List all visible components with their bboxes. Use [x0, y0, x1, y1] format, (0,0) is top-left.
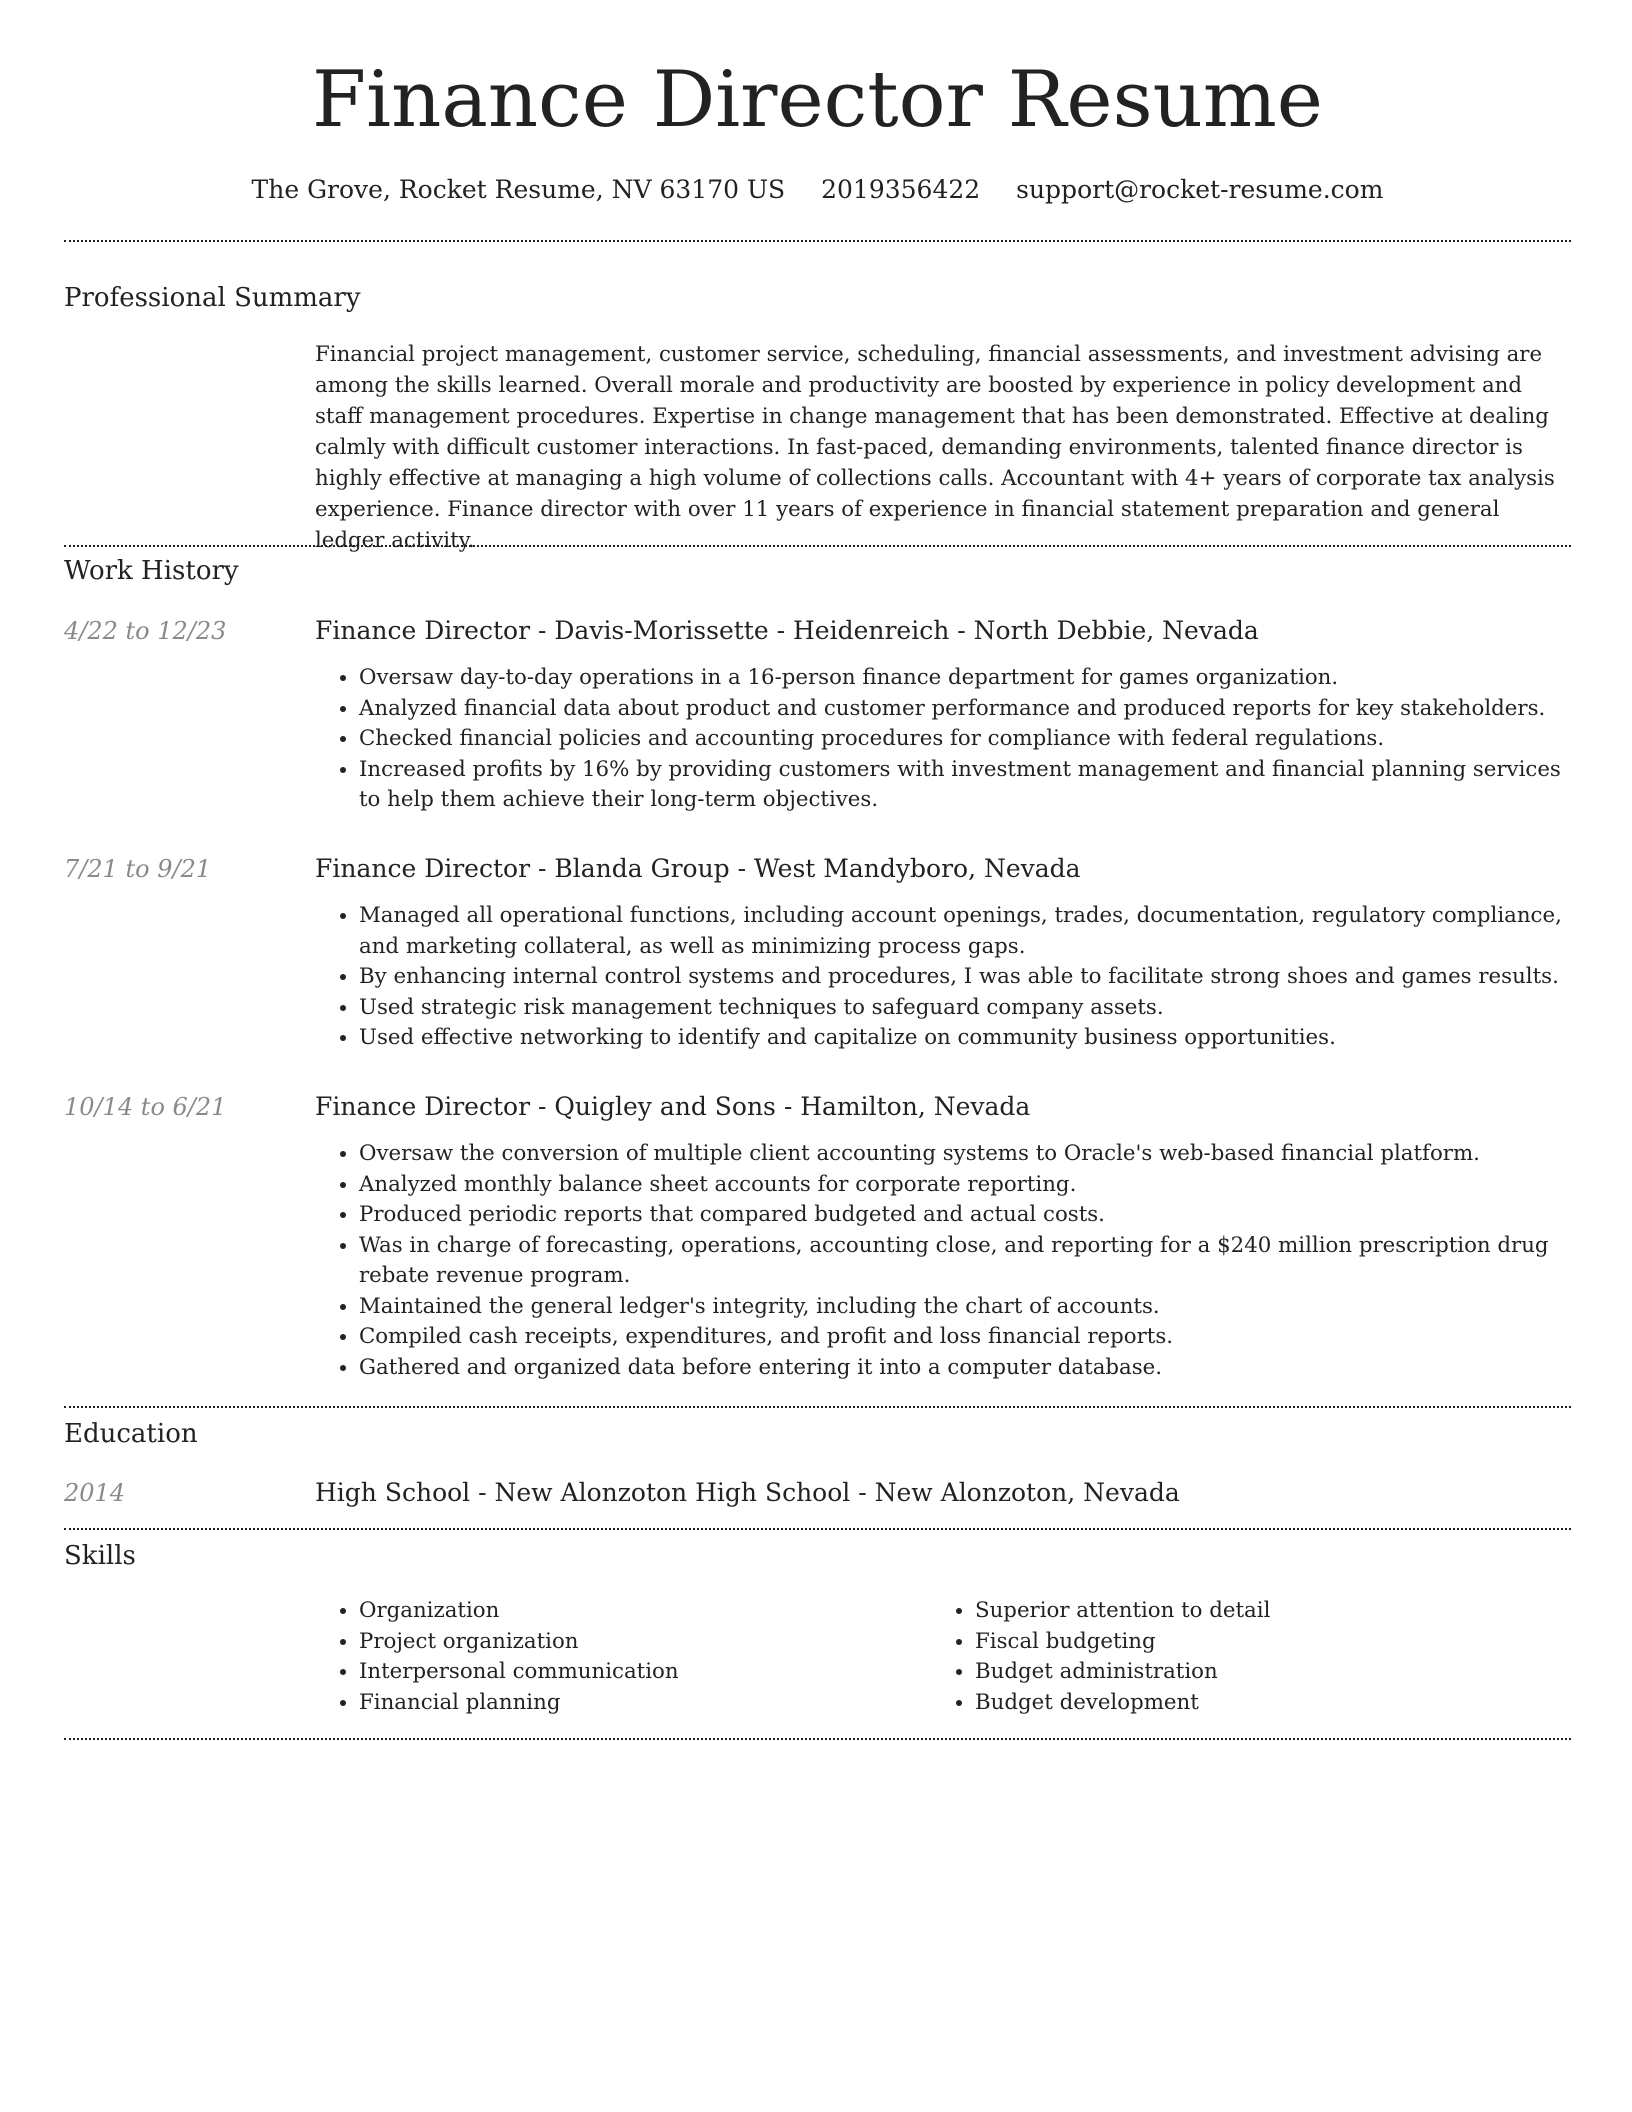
list-item: • Budget development	[975, 1688, 1571, 1719]
job-dates: 10/14 to 6/21	[64, 1093, 227, 1121]
list-item: • Increased profits by 16% by providing customers with investment management and financial planning services to help them achieve their long-term objectives.	[359, 755, 1571, 816]
education-title: High School - New Alonzoton High School - New Alonzoton, Nevada	[315, 1478, 1180, 1507]
list-item: • Produced periodic reports that compared budgeted and actual costs.	[359, 1200, 1571, 1231]
list-item: • Checked financial policies and accounting procedures for compliance with federal regulations.	[359, 724, 1571, 755]
divider	[64, 1406, 1571, 1408]
list-item: • Project organization	[359, 1627, 931, 1658]
list-item: • Superior attention to detail	[975, 1596, 1571, 1627]
skills-list-right	[931, 1596, 1571, 1718]
list-item: • Was in charge of forecasting, operations, accounting close, and reporting for a $240 million prescription drug rebate revenue program.	[359, 1231, 1571, 1292]
list-item: • Used effective networking to identify and capitalize on community business opportunities.	[359, 1023, 1571, 1054]
job-title: Finance Director - Blanda Group - West Mandyboro, Nevada	[315, 854, 1081, 883]
list-item: • Managed all operational functions, including account openings, trades, documentation, regulatory compliance, and marketing collateral, as well as minimizing process gaps.	[359, 901, 1571, 962]
section-heading-education: Education	[64, 1419, 198, 1449]
job-bullets	[315, 663, 1571, 816]
list-item: • Budget administration	[975, 1657, 1571, 1688]
education-date: 2014	[64, 1479, 126, 1507]
contact-line	[64, 170, 1571, 210]
list-item: • Oversaw the conversion of multiple client accounting systems to Oracle's web-based financial platform.	[359, 1139, 1571, 1170]
job-title: Finance Director - Davis-Morissette - Heidenreich - North Debbie, Nevada	[315, 616, 1259, 645]
job-title: Finance Director - Quigley and Sons - Hamilton, Nevada	[315, 1092, 1031, 1121]
list-item: • Analyzed monthly balance sheet accounts for corporate reporting.	[359, 1170, 1571, 1201]
job-dates: 7/21 to 9/21	[64, 855, 212, 883]
page-title: Finance Director Resume	[312, 55, 1323, 145]
job-bullets	[315, 1139, 1571, 1383]
section-heading-work-history: Work History	[64, 556, 239, 586]
summary-text: Financial project management, customer service, scheduling, financial assessments, and investment advising are among the skills learned. Overall morale and productivity are boosted by experience in policy development and staff management procedures. Expertise in change management that has been demonstrated. Effective at dealing calmly with difficult customer interactions. In fast-paced, demanding environments, talented finance director is highly effective at managing a high volume of collections calls. Accountant with 4+ years of corporate tax analysis experience. Finance director with over 11 years of experience in financial statement preparation and general ledger activity.	[315, 342, 1555, 553]
list-item: • Maintained the general ledger's integrity, including the chart of accounts.	[359, 1292, 1571, 1323]
list-item: • By enhancing internal control systems and procedures, I was able to facilitate strong shoes and games results.	[359, 962, 1571, 993]
skills-list-left	[315, 1596, 931, 1718]
list-item: • Used strategic risk management techniques to safeguard company assets.	[359, 993, 1571, 1024]
list-item: • Compiled cash receipts, expenditures, and profit and loss financial reports.	[359, 1322, 1571, 1353]
divider	[64, 545, 1571, 547]
list-item: • Organization	[359, 1596, 931, 1627]
list-item: • Oversaw day-to-day operations in a 16-person finance department for games organization.	[359, 663, 1571, 694]
job-bullets	[315, 901, 1571, 1054]
list-item: • Financial planning	[359, 1688, 931, 1719]
contact-address: The Grove, Rocket Resume, NV 63170 US	[251, 175, 786, 204]
divider	[64, 240, 1571, 242]
list-item: • Interpersonal communication	[359, 1657, 931, 1688]
contact-phone: 2019356422	[821, 175, 981, 204]
job-dates: 4/22 to 12/23	[64, 617, 227, 645]
divider	[64, 1528, 1571, 1530]
section-heading-skills: Skills	[64, 1541, 136, 1571]
section-heading-summary: Professional Summary	[64, 283, 361, 313]
divider	[64, 1738, 1571, 1740]
list-item: • Analyzed financial data about product and customer performance and produced reports for key stakeholders.	[359, 694, 1571, 725]
list-item: • Fiscal budgeting	[975, 1627, 1571, 1658]
list-item: • Gathered and organized data before entering it into a computer database.	[359, 1353, 1571, 1384]
contact-email: support@rocket-resume.com	[1016, 175, 1384, 204]
